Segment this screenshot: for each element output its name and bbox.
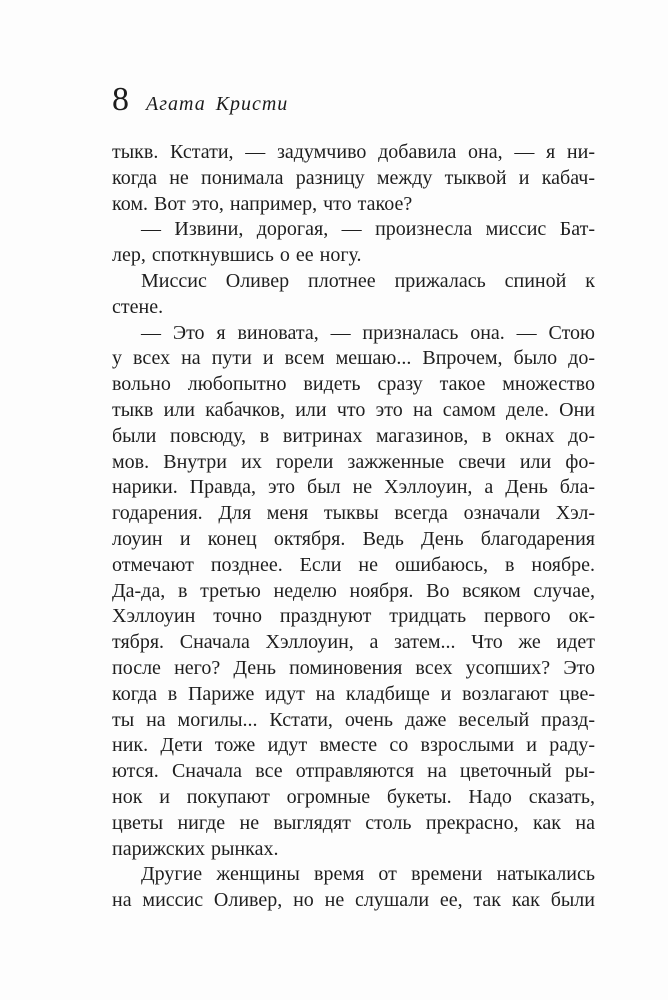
text-line: вольно любопытно видеть сразу такое множество (112, 373, 595, 396)
text-line: нок и покупают огромные букеты. Надо сказать, (112, 785, 595, 808)
text-line: на миссис Оливер, но не слушали ее, так как были (112, 889, 595, 912)
text-line: нарики. Правда, это был не Хэллоуин, а День бла- (112, 476, 595, 499)
running-header (112, 82, 288, 118)
page-number: 8 (112, 81, 129, 118)
text-line: тября. Сначала Хэллоуин, а затем... Что же идет (112, 631, 595, 654)
paragraph (112, 217, 595, 269)
running-title: Агата Кристи (146, 93, 289, 115)
text-line: мов. Внутри их горели зажженные свечи или фо- (112, 450, 595, 473)
text-line: годарения. Для меня тыквы всегда означали Хэл- (112, 502, 595, 525)
text-line: когда не понимала разницу между тыквой и кабач- (112, 166, 595, 189)
text-line: Хэллоуин точно празднуют тридцать первого ок- (112, 605, 595, 628)
text-line: отмечают позднее. Если не ошибаюсь, в ноябре. (112, 553, 595, 576)
text-line: ник. Дети тоже идут вместе со взрослыми и раду- (112, 734, 595, 757)
text-line: ком. Вот это, например, что такое? (112, 192, 413, 215)
text-line: лер, споткнувшись о ее ногу. (112, 244, 362, 267)
paragraph (112, 321, 595, 863)
text-line: стене. (112, 295, 164, 318)
text-line: парижских рынках. (112, 837, 279, 860)
text-line: были повсюду, в витринах магазинов, в окнах до- (112, 424, 595, 447)
text-line: тыкв или кабачков, или что это на самом деле. Они (112, 398, 595, 421)
text-line: лоуин и конец октября. Ведь День благодарения (112, 527, 595, 550)
page-text (112, 140, 595, 914)
paragraph (112, 862, 595, 914)
text-line: цветы нигде не выглядят столь прекрасно, как на (112, 811, 595, 834)
text-line: когда в Париже идут на кладбище и возлагают цве- (112, 682, 595, 705)
text-line: — Это я виновата, — призналась она. — Стою (141, 321, 595, 344)
text-line: Да-да, в третью неделю ноября. Во всяком случае, (112, 579, 595, 602)
text-line: ты на могилы... Кстати, очень даже веселый празд- (112, 708, 595, 731)
paragraph (112, 140, 595, 217)
text-line: Миссис Оливер плотнее прижалась спиной к (141, 269, 595, 292)
text-line: — Извини, дорогая, — произнесла миссис Бат- (141, 218, 595, 241)
text-line: у всех на пути и всем мешаю... Впрочем, было до- (112, 347, 595, 370)
text-line: Другие женщины время от времени натыкались (141, 863, 595, 886)
text-line: ются. Сначала все отправляются на цветочный ры- (112, 760, 595, 783)
text-line: тыкв. Кстати, — задумчиво добавила она, — я ни- (112, 141, 595, 163)
text-line: после него? День поминовения всех усопших? Это (112, 656, 595, 679)
paragraph (112, 269, 595, 321)
